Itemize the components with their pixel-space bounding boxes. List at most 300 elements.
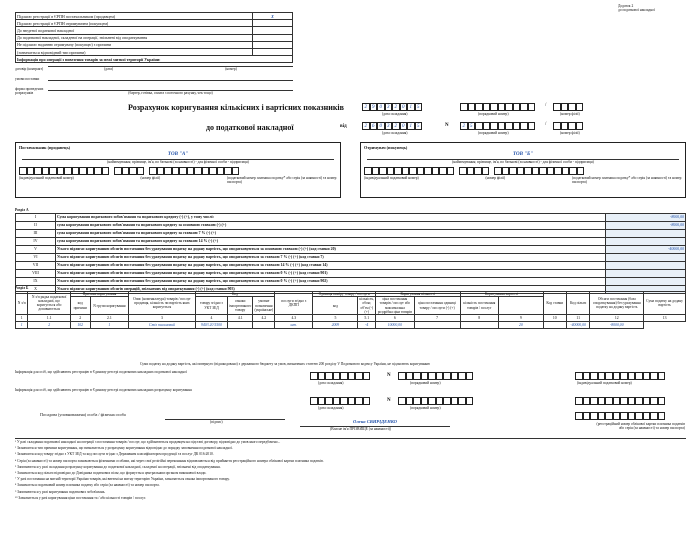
col-code-group: Код (195, 292, 275, 297)
footnote: ¹ У разі складання податкової накладної на операції з постачання товарів / послуг, що здійснюються продавцем на підставі договору, відповідно до умов якого передбачено... (15, 440, 281, 444)
buyer-passport-cell[interactable] (562, 167, 570, 175)
adjust-number-cell[interactable] (513, 103, 521, 111)
reg-ipn-cell[interactable] (598, 372, 606, 380)
adjust-date-cell[interactable]: 2 (392, 103, 400, 111)
buyer-branch-cell[interactable] (474, 167, 482, 175)
reg-ipn-cell[interactable] (620, 397, 628, 405)
invoice-number-cell[interactable] (498, 122, 506, 130)
reg-ipn-cell[interactable] (590, 372, 598, 380)
buyer-branch-cells (459, 167, 489, 175)
reg-date-cell[interactable] (340, 397, 348, 405)
registration-label: Підлягає реєстрації в ЄРПН отримувачем (покупцем) (16, 20, 253, 27)
index-cell: 5.1 (358, 315, 376, 322)
reg-date-cell[interactable] (333, 397, 341, 405)
seller-ipn-cell[interactable] (27, 167, 35, 175)
buyer-branch-cell[interactable] (467, 167, 475, 175)
buyer-ipn-cell[interactable] (424, 167, 432, 175)
signer-id-cell[interactable] (658, 412, 666, 420)
col-description: Опис (номенклатура) товарів / послуг продавця, кількість чи вартість яких коригується (129, 292, 196, 315)
registration-label: Підлягає реєстрації в ЄРПН постачальником (продавцем) (16, 13, 253, 20)
section-a-n: II (16, 222, 56, 230)
adjust-number-cell[interactable] (475, 103, 483, 111)
reg-number-cell[interactable] (398, 397, 406, 405)
reg-ipn-cell[interactable] (643, 397, 651, 405)
footnote-divider (15, 438, 686, 439)
seller-ipn-cell[interactable] (102, 167, 110, 175)
signer-id-cell[interactable] (613, 412, 621, 420)
reg-date-cell[interactable] (310, 372, 318, 380)
seller-branch-cell[interactable] (137, 167, 145, 175)
adjust-date-cell[interactable]: 2 (362, 103, 370, 111)
reg-number-cell[interactable] (428, 397, 436, 405)
invoice-number-cell[interactable] (520, 122, 528, 130)
registration-checkbox[interactable] (252, 48, 292, 55)
invoice-date-cell[interactable]: 1 (407, 122, 415, 130)
invoice-number-cell[interactable] (505, 122, 513, 130)
buyer-ipn-cell[interactable] (379, 167, 387, 175)
reg-info-1: Інформація для осіб, що здійснюють реєстрацію в Єдиному реєстрі податкових накладних податкової накладної (15, 370, 187, 374)
reg-date-cell[interactable] (318, 372, 326, 380)
section-a-value[interactable] (606, 254, 686, 262)
buyer-ipn-cell[interactable] (439, 167, 447, 175)
index-cell: 6 (376, 315, 415, 322)
reg-date-cell[interactable] (340, 372, 348, 380)
reg-ipn-cells-2 (575, 397, 665, 405)
reg-number-cell[interactable] (436, 397, 444, 405)
buyer-ipn-cell[interactable] (417, 167, 425, 175)
registration-checkbox[interactable] (252, 27, 292, 34)
reg-ipn-cell[interactable] (620, 372, 628, 380)
buyer-ipn-cell[interactable] (432, 167, 440, 175)
section-a-n: III (16, 230, 56, 238)
adjust-branch-cell[interactable] (568, 103, 576, 111)
buyer-passport-cell[interactable] (524, 167, 532, 175)
reg-ipn-cell[interactable] (575, 372, 583, 380)
invoice-number-cells (460, 122, 535, 130)
buyer-passport-cell[interactable] (554, 167, 562, 175)
section-a-value[interactable]: -8000,00 (606, 214, 686, 222)
buyer-ipn-cell[interactable] (387, 167, 395, 175)
seller-block: Постачальник (продавець) ТОВ "А" (найменування; прізвище, ім'я, по батькові (за наявності) - для фізичної особи - підприємця) (індивідуальний податковий номер) (номер філії) (податковий номер платника податку* або серія (за наявності) та номер паспорта) (15, 142, 341, 198)
invoice-branch-cell[interactable] (561, 122, 569, 130)
adjust-date-cell[interactable]: 5 (415, 103, 423, 111)
invoice-date-cell[interactable]: 2 (362, 122, 370, 130)
adjust-date-cell[interactable]: 0 (400, 103, 408, 111)
buyer-passport-cell[interactable] (577, 167, 585, 175)
seller-branch-cells (114, 167, 144, 175)
reg-number-cells-1 (398, 372, 473, 380)
section-a-heading: Розділ А (15, 208, 29, 212)
index-cell: 3 (129, 315, 196, 322)
seller-ipn-cell[interactable] (72, 167, 80, 175)
section-a-n: VII (16, 262, 56, 270)
buyer-passport-cells (494, 167, 584, 175)
index-cell: 7 (414, 315, 460, 322)
section-a-text: Усього підлягає коригуванню обсягів постачання без урахування податку на додану вартість, що оподатковуються за ставкою 0 % (-) (+) (код ставки 902) (55, 278, 605, 286)
invoice-date-cell[interactable]: 3 (385, 122, 393, 130)
signer-id-cell[interactable] (575, 412, 583, 420)
col-unit-group: Одиниця виміру товару / послуги (313, 292, 376, 297)
adjust-branch-cell[interactable] (561, 103, 569, 111)
section-a-text: Усього підлягає коригуванню обсягів постачання без урахування податку на додану вартість, що оподатковуються за ставкою 14 % (-) (+) (код ставки 14) (55, 262, 605, 270)
col-volume: Обсяги постачання (база оподаткування) без урахування податку на додану вартість (590, 292, 644, 315)
footnote: ⁵ Заповнюється у разі складання розрахунку коригування до податкової накладної, складеної на операції, звільнені від оподаткування. (15, 464, 221, 469)
index-row (16, 315, 686, 322)
invoice-number-cell[interactable]: 5 (468, 122, 476, 130)
signer-label: Посадова (уповноважена) особа / фізична особа (40, 412, 126, 417)
index-cell: 9 (498, 315, 543, 322)
signature-line (165, 413, 285, 420)
reg-date-cells-2 (310, 397, 370, 405)
registration-checkbox[interactable]: Х (252, 13, 292, 20)
section-a-value[interactable] (606, 230, 686, 238)
seller-ipn-cell[interactable] (19, 167, 27, 175)
vat-statement: Суми податку на додану вартість, які повернуто (відшкодовано) з державного бюджету за умов, визначених статтею 200 розділу V Податкового кодексу України, не підлягають коригуванню (140, 362, 431, 366)
footnote: ⁹ Заповнюється у разі коригування податкових зобов'язань. (15, 489, 106, 494)
section-a-text: сума коригування податкового зобов'язання та податкового кредиту за основною ставкою (-) (+) (55, 222, 605, 230)
registration-row (16, 34, 293, 41)
section-b-table (15, 291, 686, 329)
reg-ipn-cell[interactable] (590, 397, 598, 405)
adjust-date-cell[interactable]: 0 (377, 103, 385, 111)
footnote: ⁶ Зазначається код пільги відповідно до Довідника податкових пільг, що формується центральним органом виконавчої влади. (15, 471, 207, 476)
table-row: 1 2 102 1 Стіл письмовий 9403 20 5500 шт. 2009 -4 10000,00 20 -40000,00 -8000,00 (16, 322, 686, 329)
col-price-group: Коригування вартості (460, 292, 543, 297)
seller-passport-cell[interactable] (209, 167, 217, 175)
section-a-n: IV (16, 238, 56, 246)
reg-ipn-cell[interactable] (605, 372, 613, 380)
seller-ipn-cell[interactable] (79, 167, 87, 175)
reg-ipn-cell[interactable] (575, 397, 583, 405)
reg-number-cell[interactable] (413, 397, 421, 405)
index-cell: 1.1 (28, 315, 70, 322)
section-a-row (16, 262, 686, 270)
registration-label: Інформація про операції з вивезення товарів за межі митної території України: (16, 56, 293, 63)
adjust-number-cell[interactable] (483, 103, 491, 111)
reg-ipn-cell[interactable] (613, 397, 621, 405)
seller-ipn-cell[interactable] (87, 167, 95, 175)
seller-passport-cell[interactable] (149, 167, 157, 175)
invoice-number-cell[interactable]: 2 (460, 122, 468, 130)
section-a-value[interactable] (606, 238, 686, 246)
registration-label: Не підлягає наданню отримувачу (покупцю) з причини (16, 41, 253, 48)
registration-row (16, 41, 293, 48)
invoice-date-cell[interactable]: 5 (415, 122, 423, 130)
adjust-date-cell[interactable]: 9 (370, 103, 378, 111)
reg-ipn-cell[interactable] (613, 372, 621, 380)
footnote: ⁸ Зазначається податковий номер платника податку або серія (за наявності) та номер паспорта. (15, 483, 160, 488)
reg-number-cell[interactable] (443, 397, 451, 405)
adjust-date-cell[interactable]: 3 (385, 103, 393, 111)
adjust-date-cell[interactable]: 1 (407, 103, 415, 111)
adjust-date-cells (362, 103, 422, 111)
index-cell: 4.1 (228, 315, 253, 322)
adjust-branch-cell[interactable] (553, 103, 561, 111)
adjust-number-cell[interactable] (460, 103, 468, 111)
seller-branch-cell[interactable] (122, 167, 130, 175)
registration-row (16, 27, 293, 34)
col-service-code: послуги згідно з ДКПП (275, 292, 313, 315)
signer-id-cell[interactable] (590, 412, 598, 420)
reg-ipn-cell[interactable] (635, 372, 643, 380)
adjust-branch-cell[interactable] (576, 103, 584, 111)
signer-id-cell[interactable] (598, 412, 606, 420)
buyer-branch-cell[interactable] (459, 167, 467, 175)
col-group-no: N групи коригування (90, 297, 129, 315)
seller-ipn-cell[interactable] (34, 167, 42, 175)
seller-passport-cell[interactable] (172, 167, 180, 175)
seller-passport-cell[interactable] (194, 167, 202, 175)
registration-row (16, 13, 293, 20)
index-cell: 5 (313, 315, 358, 322)
reg-number-cell[interactable] (436, 372, 444, 380)
buyer-ipn-cell[interactable] (447, 167, 455, 175)
adjust-number-cells (460, 103, 535, 111)
signer-id-cell[interactable] (605, 412, 613, 420)
reg-number-cell[interactable] (458, 372, 466, 380)
invoice-date-cell[interactable]: 0 (400, 122, 408, 130)
reg-number-cell[interactable] (451, 397, 459, 405)
invoice-branch-cells (553, 122, 583, 130)
reg-date-cell[interactable] (363, 397, 371, 405)
reg-ipn-cell[interactable] (658, 397, 666, 405)
page-title: Розрахунок коригування кількісних і вартісних показників (128, 103, 344, 112)
registration-row (16, 20, 293, 27)
section-b-heading: Розділ Б (15, 286, 29, 290)
col-unit-code: код (313, 297, 358, 315)
section-a-value[interactable]: -40000,00 (606, 246, 686, 254)
reg-ipn-cell[interactable] (628, 372, 636, 380)
reg-date-cell[interactable] (355, 397, 363, 405)
buyer-passport-cell[interactable] (539, 167, 547, 175)
buyer-passport-cell[interactable] (547, 167, 555, 175)
reg-ipn-cell[interactable] (628, 397, 636, 405)
reg-number-cell[interactable] (466, 372, 474, 380)
export-info: договір (контракт) (дата) (номер) умови поставки форма проведених розрахунків (бартер, готівка, оплата з поточного рахунку, чек тощо) (15, 58, 293, 95)
adjust-number-cell[interactable] (505, 103, 513, 111)
reg-date-cell[interactable] (310, 397, 318, 405)
reg-date-cell[interactable] (325, 397, 333, 405)
signer-id-cell[interactable] (583, 412, 591, 420)
seller-ipn-cell[interactable] (49, 167, 57, 175)
invoice-date-cells (362, 122, 422, 130)
col-row-no: N з/п рядка податкової накладної, що коригується або доповнюється (28, 292, 70, 315)
reg-date-cell[interactable] (333, 372, 341, 380)
reg-number-cell[interactable] (451, 372, 459, 380)
reg-date-cell[interactable] (348, 372, 356, 380)
seller-passport-cell[interactable] (187, 167, 195, 175)
invoice-date-cell[interactable]: 0 (377, 122, 385, 130)
invoice-number-cell[interactable] (490, 122, 498, 130)
seller-passport-cell[interactable] (179, 167, 187, 175)
n-label: N (445, 123, 449, 128)
buyer-passport-cell[interactable] (502, 167, 510, 175)
section-a-text: Усього підлягає коригуванню обсягів постачання без урахування податку на додану вартість, що оподатковуються за ставкою 0 % (-) (+) (код ставки 901) (55, 270, 605, 278)
index-cell: 2 (70, 315, 90, 322)
invoice-number-cell[interactable] (528, 122, 536, 130)
reg-ipn-cell[interactable] (583, 397, 591, 405)
registration-row (16, 48, 293, 55)
reg-number-cell[interactable] (398, 372, 406, 380)
reg-number-cell[interactable] (421, 397, 429, 405)
section-a-n: VIII (16, 270, 56, 278)
registration-checkbox[interactable] (252, 34, 292, 41)
buyer-passport-cell[interactable] (509, 167, 517, 175)
signer-name: Олена СВИРІДЕНКО (300, 419, 450, 427)
page-subtitle: до податкової накладної (206, 123, 294, 132)
buyer-ipn-cell[interactable] (402, 167, 410, 175)
seller-passport-cell[interactable] (224, 167, 232, 175)
seller-passport-cell[interactable] (164, 167, 172, 175)
signer-id-cell[interactable] (643, 412, 651, 420)
invoice-date-cell[interactable]: 6 (370, 122, 378, 130)
section-a-value[interactable] (606, 278, 686, 286)
reg-info-2: Інформація для осіб, що здійснюють реєстрацію в Єдиному реєстрі податкових накладних розрахунку коригування (15, 388, 192, 392)
reg-number-cell[interactable] (406, 397, 414, 405)
adjust-number-cell[interactable] (468, 103, 476, 111)
buyer-passport-cell[interactable] (517, 167, 525, 175)
seller-ipn-cell[interactable] (57, 167, 65, 175)
col-qty-change: кількість, обсяг, об'єм (-) (+) (359, 297, 375, 314)
buyer-ipn-cell[interactable] (372, 167, 380, 175)
reg-number-cell[interactable] (406, 372, 414, 380)
seller-branch-cell[interactable] (114, 167, 122, 175)
seller-ipn-cell[interactable] (94, 167, 102, 175)
reg-number-cell[interactable] (421, 372, 429, 380)
reg-ipn-cell[interactable] (635, 397, 643, 405)
adjust-date-label: (дата складання) (382, 112, 408, 116)
section-a-text: Сума коригування податкового зобов'язання та податкового кредиту (-) (+), у тому числі: (55, 214, 605, 222)
section-a-n: VI (16, 254, 56, 262)
index-cell: 10 (543, 315, 566, 322)
adjust-number-label: (порядковий номер) (478, 112, 509, 116)
buyer-passport-cell[interactable] (569, 167, 577, 175)
buyer-branch-cell[interactable] (482, 167, 490, 175)
signer-id-cell[interactable] (628, 412, 636, 420)
reg-ipn-cell[interactable] (650, 372, 658, 380)
index-cell: 4.3 (275, 315, 313, 322)
section-a-value[interactable]: -8000,00 (606, 222, 686, 230)
section-a-row (16, 254, 686, 262)
invoice-branch-cell[interactable] (576, 122, 584, 130)
invoice-number-cell[interactable] (475, 122, 483, 130)
adjust-number-cell[interactable] (528, 103, 536, 111)
adjust-number-cell[interactable] (498, 103, 506, 111)
section-a-table (15, 213, 686, 294)
reg-number-cell[interactable] (413, 372, 421, 380)
section-a-n: X (16, 286, 56, 294)
seller-ipn-cells (19, 167, 109, 175)
seller-branch-cell[interactable] (129, 167, 137, 175)
adjust-number-cell[interactable] (490, 103, 498, 111)
section-a-text: сума коригування податкового зобов'язання та податкового кредиту за ставкою 7 % (-) (+) (55, 230, 605, 238)
seller-passport-cell[interactable] (157, 167, 165, 175)
buyer-passport-cell[interactable] (532, 167, 540, 175)
section-a-n: IX (16, 278, 56, 286)
seller-ipn-cell[interactable] (42, 167, 50, 175)
reg-ipn-cell[interactable] (598, 397, 606, 405)
seller-ipn-cell[interactable] (64, 167, 72, 175)
registration-checkbox[interactable] (252, 41, 292, 48)
registration-label: До зведеної податкової накладної (16, 27, 253, 34)
col-price-qty: кількість постачання товарів / послуг (460, 297, 498, 315)
invoice-date-label: (дата складання) (382, 131, 408, 135)
col-reason-code: код причини (70, 297, 90, 315)
reg-number-cell[interactable] (443, 372, 451, 380)
reg-date-cell[interactable] (355, 372, 363, 380)
buyer-ipn-cell[interactable] (394, 167, 402, 175)
section-a-text: Усього підлягає коригуванню обсягів постачання без урахування податку на додану вартість, що оподатковуються за основною ставкою (-) (+) (код ставки 20) (55, 246, 605, 254)
signer-id-cell[interactable] (650, 412, 658, 420)
seller-passport-cells (149, 167, 239, 175)
signer-id-cell[interactable] (620, 412, 628, 420)
annex-label: Додаток 2 до податкової накладної (618, 4, 655, 13)
section-a-row (16, 278, 686, 286)
section-a-row (16, 246, 686, 254)
section-a-value[interactable] (606, 262, 686, 270)
invoice-branch-cell[interactable] (568, 122, 576, 130)
footnote: ⁷ У разі постачання на митній території України товарів, які ввезені на митну територію України, зазначається ознака імпортованого товару. (15, 477, 230, 482)
adjust-number-cell[interactable] (520, 103, 528, 111)
registration-checkbox[interactable] (252, 20, 292, 27)
footnote: ⁴ Серія (за наявності) та номер паспорта зазначаються фізичними особами, які через свої релігійні переконання відмовляються від прийняття реєстраційного номера облікової картки платника податків. (15, 458, 324, 463)
adjust-branch-label: (номер філії) (560, 112, 580, 116)
section-a-value[interactable] (606, 270, 686, 278)
col-reason-group: Причина коригування (70, 292, 128, 297)
buyer-name: ТОВ "Б" (367, 152, 679, 160)
reg-date-cell[interactable] (363, 372, 371, 380)
reg-ipn-cell[interactable] (643, 372, 651, 380)
buyer-ipn-cells (364, 167, 454, 175)
signer-id-cell[interactable] (635, 412, 643, 420)
index-cell: 2.1 (90, 315, 129, 322)
invoice-date-cell[interactable]: 2 (392, 122, 400, 130)
seller-name: ТОВ "А" (22, 152, 334, 160)
buyer-ipn-cell[interactable] (364, 167, 372, 175)
seller-passport-cell[interactable] (202, 167, 210, 175)
reg-date-cell[interactable] (348, 397, 356, 405)
invoice-number-cell[interactable] (483, 122, 491, 130)
footnote: ¹⁰ Зазначається у разі коригування ціни постачання та / або кількості товарів / послуг. (15, 495, 146, 500)
reg-number-cell[interactable] (466, 397, 474, 405)
col-import-mark: ознаки імпортованого товару (228, 297, 253, 315)
reg-ipn-cell[interactable] (605, 397, 613, 405)
reg-date-cells-1 (310, 372, 370, 380)
reg-number-cell[interactable] (458, 397, 466, 405)
buyer-passport-cell[interactable] (494, 167, 502, 175)
reg-date-cell[interactable] (318, 397, 326, 405)
buyer-ipn-cell[interactable] (409, 167, 417, 175)
reg-ipn-cell[interactable] (583, 372, 591, 380)
registration-label: До податкової накладної, складеної на операції, звільнені від оподаткування (16, 34, 253, 41)
buyer-block: Отримувач (покупець) ТОВ "Б" (найменування; прізвище, ім'я, по батькові (за наявності) - для фізичної особи - підприємця) (індивідуальний податковий номер) (номер філії) (податковий номер платника податку* або серія (за наявності) та номер паспорта) (360, 142, 686, 198)
reg-date-cell[interactable] (325, 372, 333, 380)
invoice-branch-label: (номер філії) (560, 131, 580, 135)
reg-ipn-cell[interactable] (650, 397, 658, 405)
seller-passport-cell[interactable] (232, 167, 240, 175)
reg-ipn-cell[interactable] (658, 372, 666, 380)
col-unit-name: умовне позначення (українське) (253, 297, 275, 315)
seller-passport-cell[interactable] (217, 167, 225, 175)
section-a-row (16, 238, 686, 246)
section-a-text: Усього підлягає коригуванню обсягів операцій, звільнених від оподаткування (-) (+) (код ставки 903) (55, 286, 605, 294)
adjust-branch-cells (553, 103, 583, 111)
reg-number-cell[interactable] (428, 372, 436, 380)
invoice-branch-cell[interactable] (553, 122, 561, 130)
invoice-number-cell[interactable] (513, 122, 521, 130)
index-cell: 4 (195, 315, 227, 322)
col-qty-price: ціна постачання товарів / послуг або максимальна роздрібна ціна товарів (376, 297, 415, 315)
